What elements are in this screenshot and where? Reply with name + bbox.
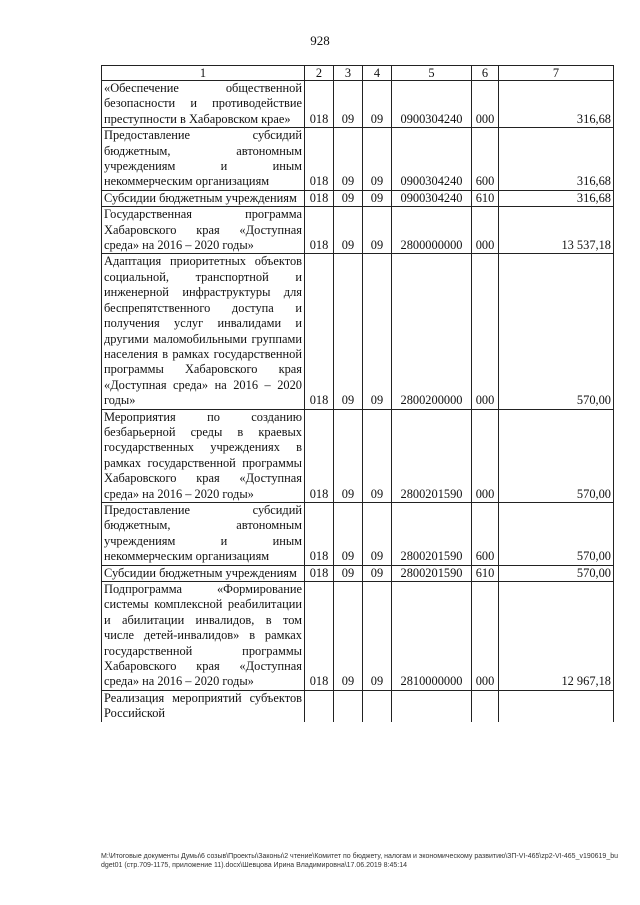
row-name: Субсидии бюджетным учреждениям — [102, 565, 305, 581]
table-row — [102, 190, 614, 206]
table-row — [102, 502, 614, 565]
budget-table — [101, 65, 614, 722]
row-rz: 09 — [334, 207, 363, 254]
row-name: Предоставление субсидий бюджетным, автономным учреждениям и иным некоммерческим организациям — [102, 128, 305, 191]
row-csr: 2800201590 — [392, 502, 472, 565]
row-vr: 000 — [472, 254, 499, 409]
header-cell: 3 — [334, 66, 363, 81]
row-sum: 570,00 — [499, 502, 614, 565]
row-pr: 09 — [363, 190, 392, 206]
table-row — [102, 254, 614, 409]
row-sum: 316,68 — [499, 190, 614, 206]
row-gr: 018 — [305, 128, 334, 191]
header-cell: 6 — [472, 66, 499, 81]
row-vr: 000 — [472, 81, 499, 128]
row-pr: 09 — [363, 81, 392, 128]
row-sum: 13 537,18 — [499, 207, 614, 254]
row-gr: 018 — [305, 409, 334, 502]
row-gr: 018 — [305, 565, 334, 581]
row-csr: 2810000000 — [392, 582, 472, 691]
row-gr — [305, 690, 334, 721]
page-number: 928 — [310, 33, 330, 48]
table-row — [102, 81, 614, 128]
row-csr: 2800201590 — [392, 409, 472, 502]
row-gr: 018 — [305, 190, 334, 206]
row-pr: 09 — [363, 207, 392, 254]
row-pr: 09 — [363, 565, 392, 581]
row-vr: 600 — [472, 128, 499, 191]
row-pr: 09 — [363, 128, 392, 191]
row-name: Государственная программа Хабаровского края «Доступная среда» на 2016 – 2020 годы» — [102, 207, 305, 254]
row-name: Адаптация приоритетных объектов социальной, транспортной и инженерной инфраструктуры для беспрепятственного доступа и получения услуг инвалидами и другими маломобильными группами населения в рамках государственной программы Хабаровского края «Доступная среда» на 2016 – 2020 годы» — [102, 254, 305, 409]
row-rz: 09 — [334, 582, 363, 691]
row-gr: 018 — [305, 582, 334, 691]
row-name: Подпрограмма «Формирование системы комплексной реабилитации и абилитации инвалидов, в том числе детей-инвалидов» в рамках государственной программы Хабаровского края «Доступная среда» на 2016 – 2020 годы» — [102, 582, 305, 691]
row-rz — [334, 690, 363, 721]
row-rz: 09 — [334, 254, 363, 409]
row-pr: 09 — [363, 502, 392, 565]
row-rz: 09 — [334, 409, 363, 502]
row-csr: 0900304240 — [392, 190, 472, 206]
row-csr: 2800000000 — [392, 207, 472, 254]
row-rz: 09 — [334, 128, 363, 191]
row-gr: 018 — [305, 81, 334, 128]
row-sum: 316,68 — [499, 81, 614, 128]
row-name: Мероприятия по созданию безбарьерной среды в краевых государственных учреждениях в рамках государственной программы Хабаровского края «Доступная среда» на 2016 – 2020 годы» — [102, 409, 305, 502]
row-gr: 018 — [305, 254, 334, 409]
table-header-row — [102, 66, 614, 81]
row-name: Субсидии бюджетным учреждениям — [102, 190, 305, 206]
row-pr: 09 — [363, 582, 392, 691]
header-cell: 7 — [499, 66, 614, 81]
header-cell: 1 — [102, 66, 305, 81]
row-vr: 000 — [472, 582, 499, 691]
table-row — [102, 565, 614, 581]
row-vr: 000 — [472, 207, 499, 254]
row-name: «Обеспечение общественной безопасности и противодействие преступности в Хабаровском крае» — [102, 81, 305, 128]
file-path-footer: M:\Итоговые документы Думы\6 созыв\Проекты\Законы\2 чтение\Комитет по бюджету, налогам и экономическому развитию\ЗП-VI-465\zp2-VI-465_v190619_budget01 (стр.709-1175, приложение 11).docx\Шевцова Ирина Владимировна\17.06.2019 8:45:14 — [101, 853, 619, 869]
row-vr: 600 — [472, 502, 499, 565]
row-sum: 570,00 — [499, 565, 614, 581]
row-pr — [363, 690, 392, 721]
row-gr: 018 — [305, 502, 334, 565]
header-cell: 4 — [363, 66, 392, 81]
row-sum: 316,68 — [499, 128, 614, 191]
table-row — [102, 582, 614, 691]
row-csr: 2800200000 — [392, 254, 472, 409]
row-csr: 2800201590 — [392, 565, 472, 581]
row-sum: 570,00 — [499, 254, 614, 409]
row-pr: 09 — [363, 254, 392, 409]
table-row — [102, 409, 614, 502]
row-name: Предоставление субсидий бюджетным, автономным учреждениям и иным некоммерческим организациям — [102, 502, 305, 565]
row-vr: 610 — [472, 565, 499, 581]
row-vr: 000 — [472, 409, 499, 502]
row-vr — [472, 690, 499, 721]
header-cell: 5 — [392, 66, 472, 81]
row-csr: 0900304240 — [392, 81, 472, 128]
row-rz: 09 — [334, 565, 363, 581]
table-row — [102, 207, 614, 254]
row-rz: 09 — [334, 190, 363, 206]
table-row — [102, 690, 614, 721]
row-name: Реализация мероприятий субъектов Российской — [102, 690, 305, 721]
row-sum: 12 967,18 — [499, 582, 614, 691]
row-pr: 09 — [363, 409, 392, 502]
row-csr — [392, 690, 472, 721]
row-gr: 018 — [305, 207, 334, 254]
row-vr: 610 — [472, 190, 499, 206]
table-row — [102, 128, 614, 191]
row-sum: 570,00 — [499, 409, 614, 502]
row-csr: 0900304240 — [392, 128, 472, 191]
header-cell: 2 — [305, 66, 334, 81]
row-sum — [499, 690, 614, 721]
row-rz: 09 — [334, 502, 363, 565]
row-rz: 09 — [334, 81, 363, 128]
